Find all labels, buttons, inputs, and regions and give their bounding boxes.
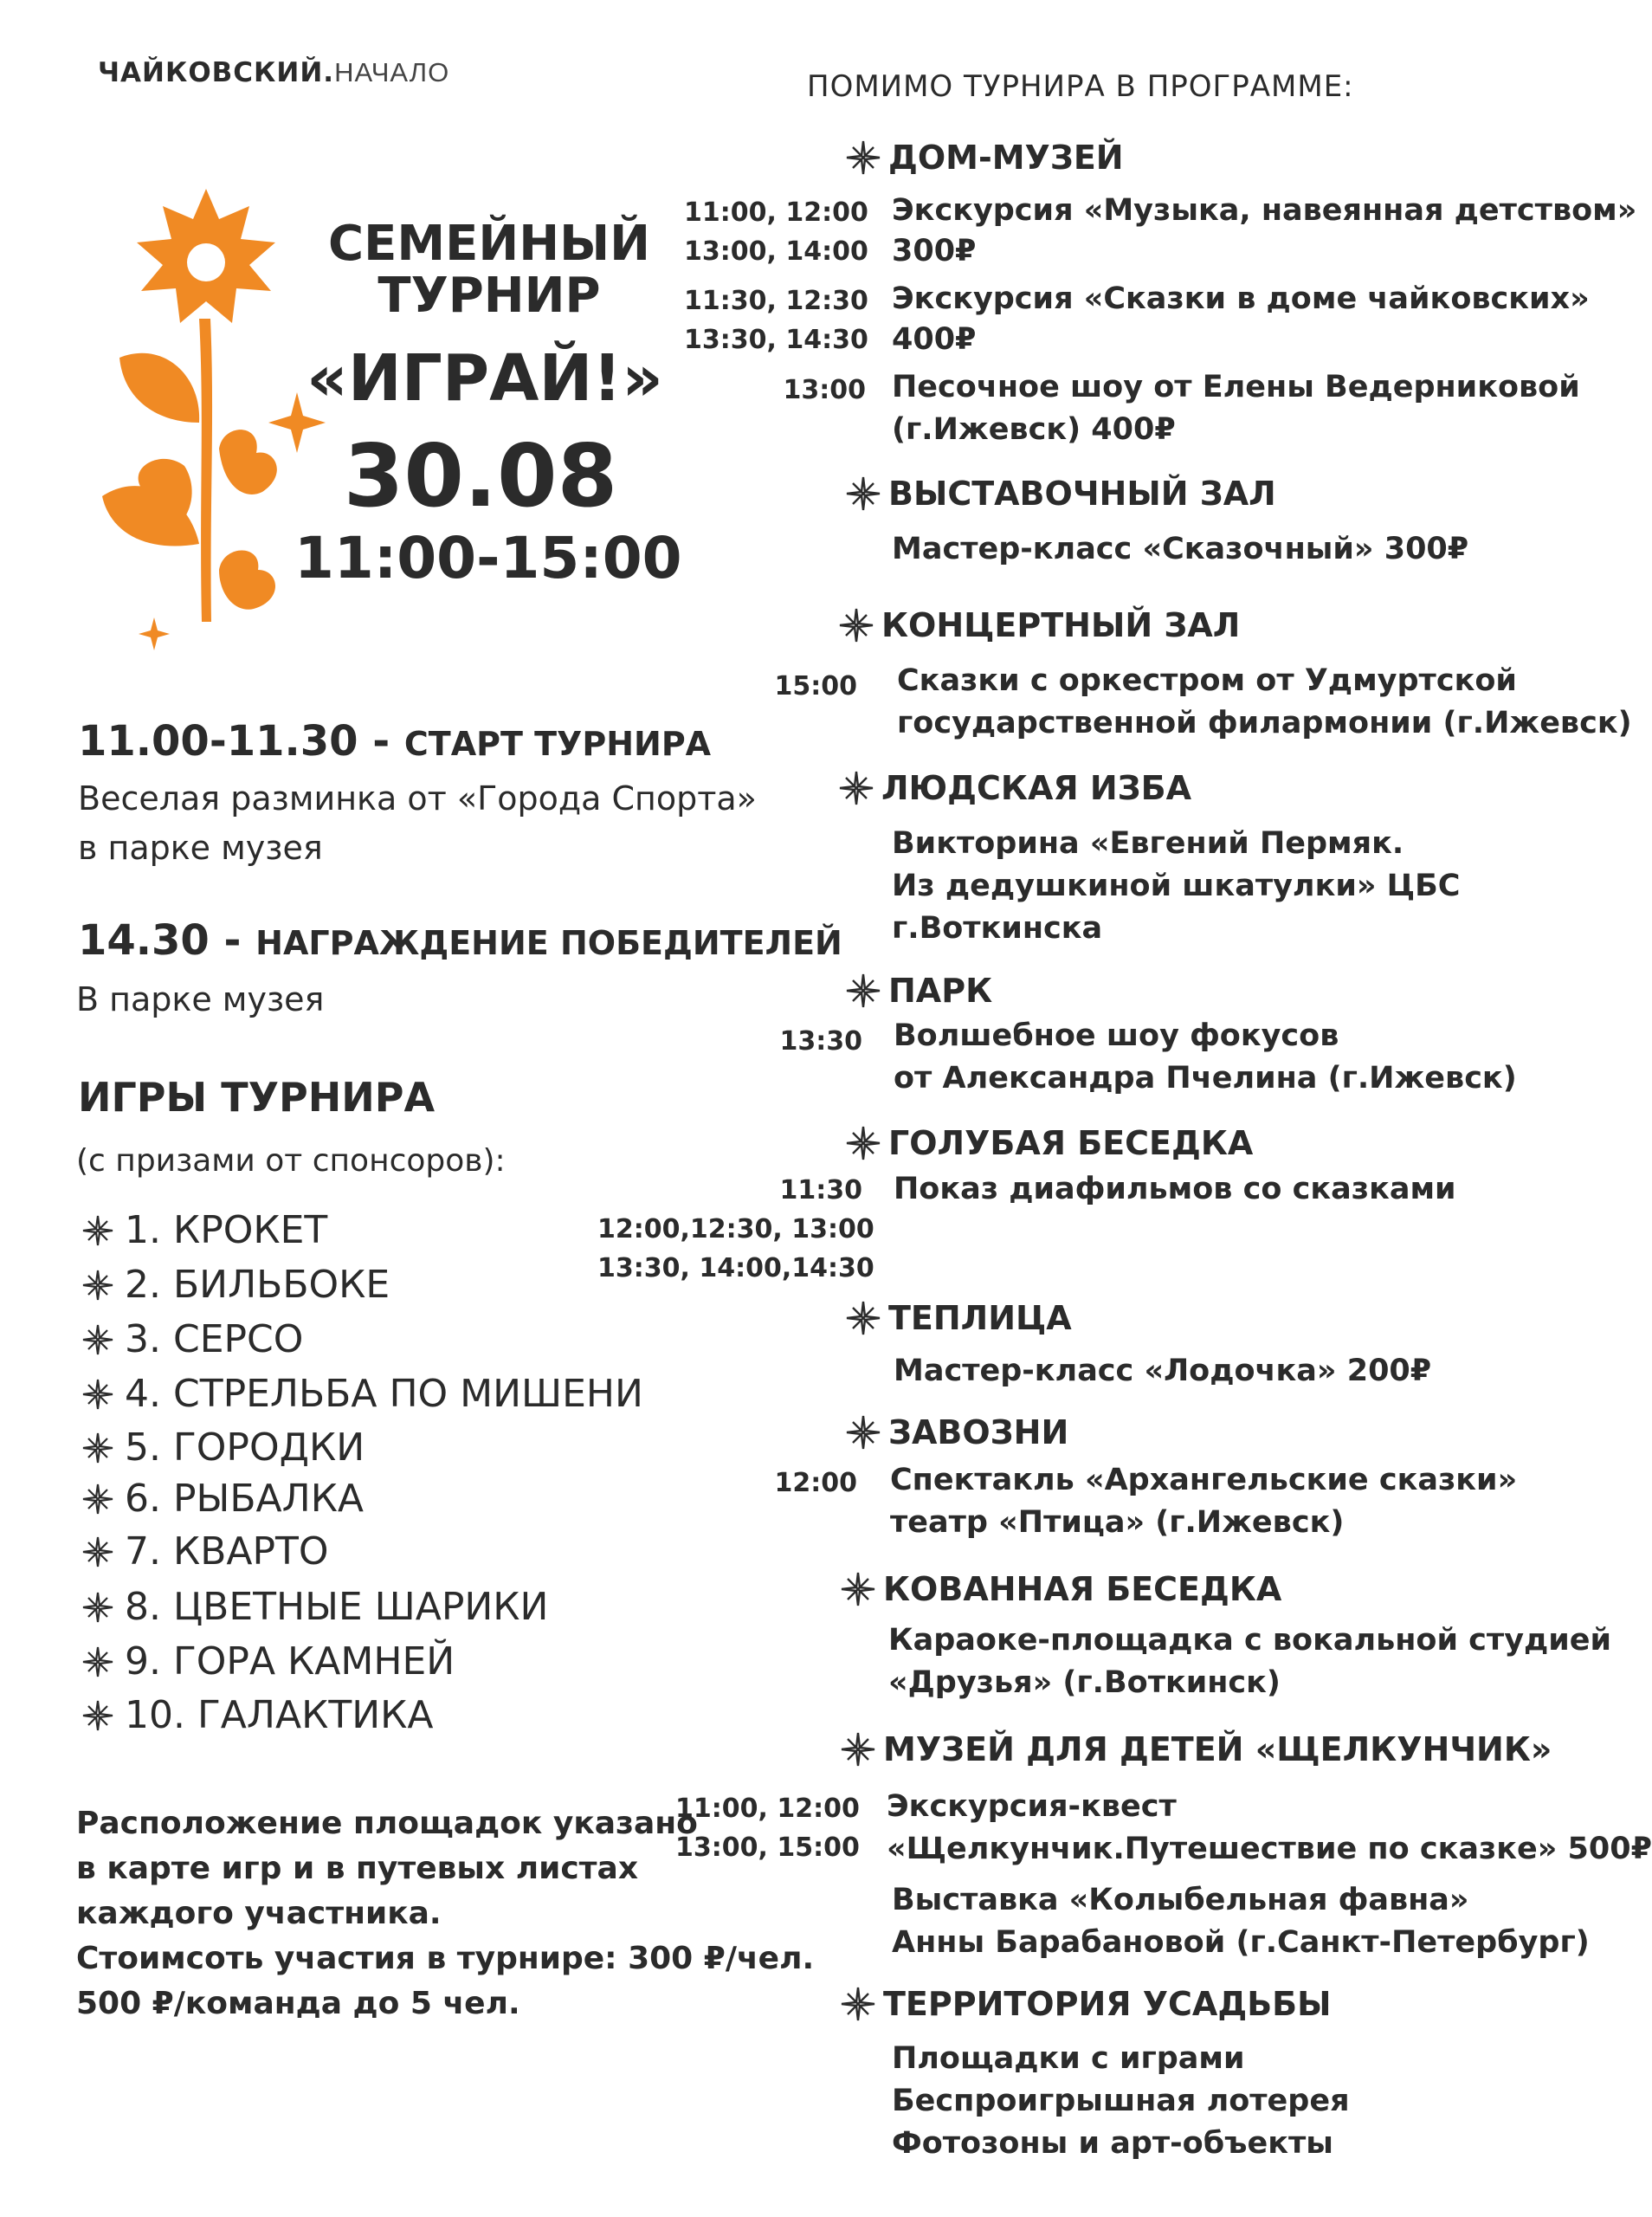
section-title: ВЫСТАВОЧНЫЙ ЗАЛ	[888, 475, 1276, 513]
brand-dot: .	[323, 57, 335, 88]
event-text: Выставка «Колыбельная фавна»	[892, 1883, 1469, 1917]
sparkle-bullet-icon	[83, 1647, 113, 1677]
game-item	[83, 1529, 329, 1574]
sparkle-bullet-icon	[83, 1593, 113, 1622]
award-desc: В парке музея	[76, 980, 325, 1018]
section-greenhouse	[847, 1299, 1072, 1337]
section-museum	[847, 139, 1124, 177]
section-title: ПАРК	[888, 972, 993, 1010]
event-text: (г.Ижевск) 400₽	[892, 412, 1176, 447]
section-title: ТЕПЛИЦА	[888, 1299, 1072, 1337]
sparkle-bullet-icon	[83, 1380, 113, 1409]
award-caption: НАГРАЖДЕНИЕ ПОБЕДИТЕЛЕЙ	[255, 924, 842, 962]
section-title: ДОМ-МУЗЕЙ	[888, 139, 1124, 177]
game-label: 3. СЕРСО	[125, 1317, 304, 1361]
note-line: каждого участника.	[76, 1896, 442, 1931]
game-label: 2. БИЛЬБОКЕ	[125, 1263, 390, 1307]
game-item	[83, 1425, 365, 1470]
event-text: государственной филармонии (г.Ижевск)	[897, 706, 1632, 740]
event-text: театр «Птица» (г.Ижевск)	[890, 1505, 1345, 1540]
event-text: «Друзья» (г.Воткинск)	[888, 1665, 1281, 1700]
game-item	[83, 1477, 364, 1521]
event-text: г.Воткинска	[892, 911, 1103, 946]
time-label: 13:00, 15:00	[675, 1832, 860, 1863]
game-label: 4. СТРЕЛЬБА ПО МИШЕНИ	[125, 1372, 643, 1416]
sparkle-bullet-icon	[842, 1573, 874, 1606]
game-label: 6. РЫБАЛКА	[125, 1477, 365, 1521]
brand-logo	[98, 57, 449, 88]
game-item	[83, 1639, 455, 1684]
sparkle-small	[139, 617, 170, 650]
sparkle-bullet-icon	[847, 141, 880, 174]
sparkle-bullet-icon	[83, 1701, 113, 1730]
brand-suffix: НАЧАЛО	[334, 57, 450, 87]
section-title: МУЗЕЙ ДЛЯ ДЕТЕЙ «ЩЕЛКУНЧИК»	[883, 1730, 1552, 1768]
time-label: 13:30	[779, 1026, 862, 1057]
sparkle-bullet-icon	[83, 1270, 113, 1300]
award-time: 14.30 -	[78, 916, 256, 965]
event-text: Анны Барабановой (г.Санкт-Петербург)	[892, 1925, 1590, 1960]
start-desc-2: в парке музея	[78, 829, 323, 867]
program-heading: ПОМИМО ТУРНИРА В ПРОГРАММЕ:	[807, 69, 1354, 104]
heart-right	[219, 430, 277, 494]
section-blue-gazebo	[847, 1124, 1253, 1162]
section-forged-gazebo	[842, 1570, 1281, 1608]
start-time: 11.00-11.30 -	[78, 717, 404, 766]
section-concert-hall	[840, 606, 1240, 644]
title-event-name: «ИГРАЙ!»	[307, 341, 663, 416]
section-zavozni	[847, 1413, 1068, 1451]
event-text: Из дедушкиной шкатулки» ЦБС	[892, 869, 1461, 903]
event-text: Мастер-класс «Сказочный» 300₽	[892, 532, 1469, 566]
time-label: 13:30, 14:30	[684, 325, 868, 355]
event-text: Фотозоны и арт-объекты	[892, 2126, 1333, 2161]
game-label: 10. ГАЛАКТИКА	[125, 1693, 434, 1737]
sparkle-bullet-icon	[847, 1416, 880, 1449]
time-label: 11:30, 12:30	[684, 286, 868, 316]
leaf-left-top	[119, 353, 199, 423]
event-text: Экскурсия «Сказки в доме чайковских»	[892, 281, 1590, 316]
award-row	[78, 916, 842, 965]
event-text: 400₽	[892, 322, 977, 357]
games-subheading: (с призами от спонсоров):	[76, 1143, 506, 1179]
note-line: 500 ₽/команда до 5 чел.	[76, 1986, 520, 2021]
game-item	[83, 1263, 390, 1307]
time-label: 13:00, 14:00	[684, 236, 868, 267]
event-text: Экскурсия «Музыка, навеянная детством»	[892, 193, 1637, 228]
time-label: 12:00	[774, 1468, 857, 1498]
event-text: Викторина «Евгений Пермяк.	[892, 826, 1404, 861]
start-row	[78, 717, 711, 766]
sparkle-bullet-icon	[842, 1988, 874, 2020]
title-date: 30.08	[343, 425, 618, 527]
games-heading: ИГРЫ ТУРНИРА	[78, 1074, 436, 1121]
game-item	[83, 1372, 643, 1416]
game-label: 1. КРОКЕТ	[125, 1208, 328, 1252]
game-label: 9. ГОРА КАМНЕЙ	[125, 1639, 455, 1684]
section-title: ЛЮДСКАЯ ИЗБА	[881, 769, 1192, 807]
note-line: Расположение площадок указано	[76, 1806, 698, 1841]
sparkle-bullet-icon	[83, 1325, 113, 1354]
title-time: 11:00-15:00	[294, 525, 682, 591]
section-title: ЗАВОЗНИ	[888, 1413, 1069, 1451]
start-caption: СТАРТ ТУРНИРА	[403, 725, 712, 763]
sparkle-bullet-icon	[83, 1537, 113, 1567]
sparkle-bullet-icon	[847, 1127, 880, 1160]
sparkle-bullet-icon	[83, 1433, 113, 1463]
event-text: Беспроигрышная лотерея	[892, 2084, 1350, 2118]
section-kids-museum	[842, 1730, 1552, 1768]
section-title: КОВАННАЯ БЕСЕДКА	[883, 1570, 1282, 1608]
game-label: 5. ГОРОДКИ	[125, 1425, 365, 1470]
sparkle-bullet-icon	[83, 1484, 113, 1514]
time-label: 12:00,12:30, 13:00	[597, 1214, 874, 1244]
start-desc-1: Веселая разминка от «Города Спорта»	[78, 779, 757, 818]
event-text: от Александра Пчелина (г.Ижевск)	[894, 1061, 1517, 1096]
event-text: Экскурсия-квест	[887, 1789, 1177, 1824]
event-text: Волшебное шоу фокусов	[894, 1018, 1339, 1053]
time-label: 13:00	[783, 375, 866, 405]
event-text: Сказки с оркестром от Удмуртской	[897, 663, 1517, 698]
game-item	[83, 1208, 327, 1252]
sparkle-bullet-icon	[840, 772, 873, 805]
heart-left	[138, 459, 192, 521]
flower-stem	[199, 319, 212, 622]
event-text: 300₽	[892, 234, 977, 268]
event-text: Площадки с играми	[892, 2041, 1245, 2076]
event-text: Спектакль «Архангельские сказки»	[890, 1463, 1518, 1497]
game-label: 7. КВАРТО	[125, 1529, 329, 1574]
title-line-2: ТУРНИР	[378, 268, 601, 324]
event-text: Показ диафильмов со сказками	[894, 1172, 1456, 1206]
sparkle-bullet-icon	[847, 974, 880, 1007]
sparkle-bullet-icon	[847, 477, 880, 510]
note-line: Стоимсоть участия в турнире: 300 ₽/чел.	[76, 1941, 815, 1976]
time-label: 15:00	[774, 671, 857, 701]
event-text: Мастер-класс «Лодочка» 200₽	[894, 1354, 1432, 1388]
section-title: ГОЛУБАЯ БЕСЕДКА	[888, 1124, 1254, 1162]
heart-right-low	[219, 551, 275, 610]
section-title: КОНЦЕРТНЫЙ ЗАЛ	[881, 606, 1241, 644]
section-title: ТЕРРИТОРИЯ УСАДЬБЫ	[883, 1985, 1332, 2023]
game-item	[83, 1693, 433, 1737]
game-label: 8. ЦВЕТНЫЕ ШАРИКИ	[125, 1585, 549, 1629]
sparkle-bullet-icon	[847, 1302, 880, 1335]
time-label: 13:30, 14:00,14:30	[597, 1253, 874, 1283]
game-item	[83, 1585, 548, 1629]
section-exhibit-hall	[847, 475, 1276, 513]
section-estate	[842, 1985, 1332, 2023]
time-label: 11:00, 12:00	[684, 197, 868, 228]
title-line-1: СЕМЕЙНЫЙ	[328, 216, 650, 272]
event-text: Песочное шоу от Елены Ведерниковой	[892, 370, 1580, 404]
event-text: «Щелкунчик.Путешествие по сказке» 500₽	[887, 1832, 1652, 1866]
time-label: 11:30	[779, 1175, 862, 1205]
game-item	[83, 1317, 303, 1361]
sparkle-bullet-icon	[840, 609, 873, 642]
brand-name: ЧАЙКОВСКИЙ	[98, 57, 324, 88]
event-text: Караоке-площадка с вокальной студией	[888, 1623, 1612, 1658]
note-line: в карте игр и в путевых листах	[76, 1851, 639, 1886]
sparkle-bullet-icon	[842, 1733, 874, 1766]
time-label: 11:00, 12:00	[675, 1794, 860, 1824]
section-park	[847, 972, 992, 1010]
section-izba	[840, 769, 1191, 807]
sparkle-bullet-icon	[83, 1216, 113, 1245]
